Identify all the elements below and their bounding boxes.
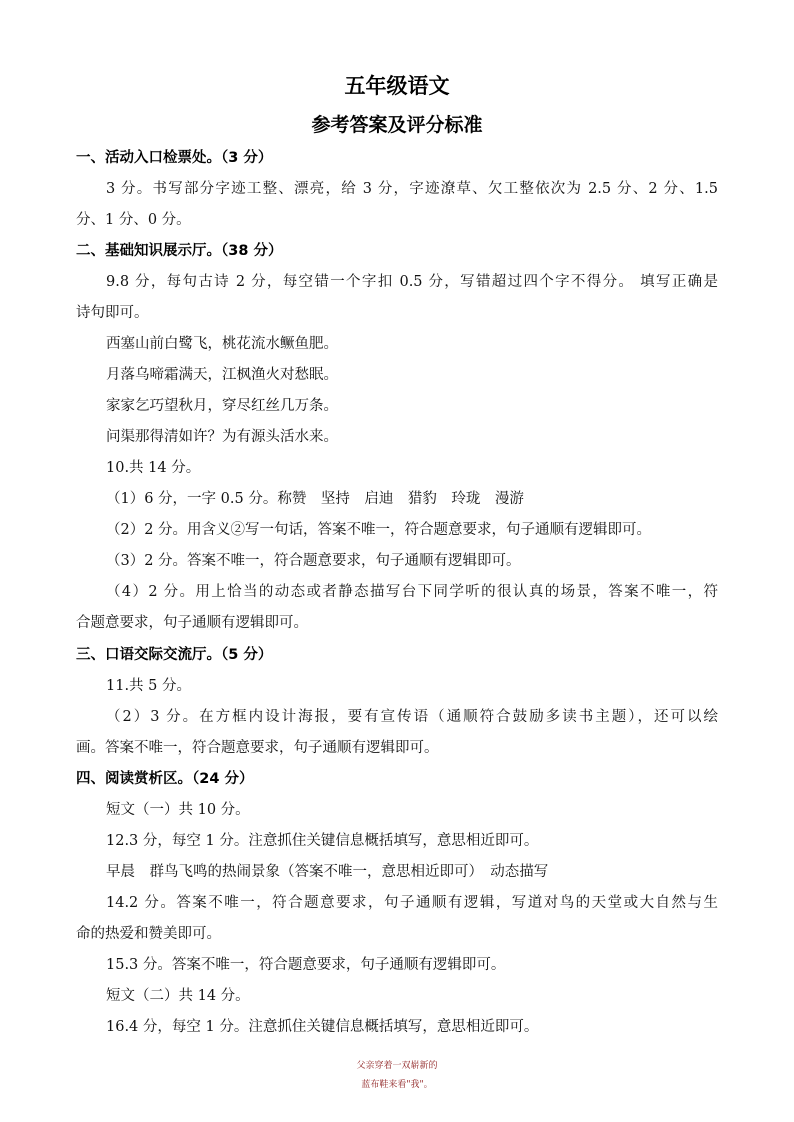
paragraph-line: 画。答案不唯一，符合题意要求，句子通顺有逻辑即可。 — [76, 740, 439, 756]
paragraph-line: （2）3 分。在方框内设计海报，要有宣传语（通顺符合鼓励多读书主题），还可以绘 — [106, 709, 718, 725]
paragraph-line: 12.3 分，每空 1 分。注意抓住关键信息概括填写，意思相近即可。 — [106, 833, 539, 849]
section-heading-4: 四、阅读赏析区。（24 分） — [76, 771, 254, 787]
paragraph-line: 早晨 群鸟飞鸣的热闹景象（答案不唯一，意思相近即可） 动态描写 — [106, 864, 549, 880]
paragraph-line: 短文（一）共 10 分。 — [106, 802, 250, 818]
paragraph-line: （2）2 分。用含义②写一句话，答案不唯一，符合题意要求，句子通顺有逻辑即可。 — [106, 522, 652, 538]
paragraph-line: （3）2 分。答案不唯一，符合题意要求，句子通顺有逻辑即可。 — [106, 553, 521, 569]
poem-line: 问渠那得清如许？为有源头活水来。 — [106, 429, 338, 445]
poem-line: 西塞山前白鹭飞，桃花流水鳜鱼肥。 — [106, 336, 338, 352]
poem-line: 月落乌啼霜满天，江枫渔火对愁眠。 — [106, 367, 338, 383]
paragraph-line: 14.2 分。答案不唯一，符合题意要求，句子通顺有逻辑，写道对鸟的天堂或大自然与生 — [106, 895, 718, 911]
document-subtitle: 参考答案及评分标准 — [311, 114, 483, 136]
paragraph-line: 10.共 14 分。 — [106, 460, 201, 476]
document-title: 五年级语文 — [344, 74, 450, 98]
paragraph-line: 短文（二）共 14 分。 — [106, 988, 250, 1004]
paragraph-line: 9.8 分，每句古诗 2 分，每空错一个字扣 0.5 分，写错超过四个字不得分。 填写正确是 — [106, 274, 718, 290]
footer-note-line-2: 蓝布鞋来看"我"。 — [361, 1080, 433, 1090]
paragraph-line: 15.3 分。答案不唯一，符合题意要求，句子通顺有逻辑即可。 — [106, 957, 506, 973]
paragraph-line: 诗句即可。 — [76, 305, 149, 321]
footer-note-line-1: 父亲穿着一双崭新的 — [356, 1061, 438, 1071]
paragraph-line: （4）2 分。用上恰当的动态或者静态描写台下同学听的很认真的场景，答案不唯一，符 — [106, 584, 718, 600]
section-heading-2: 二、基础知识展示厅。（38 分） — [76, 243, 283, 259]
poem-line: 家家乞巧望秋月，穿尽红丝几万条。 — [106, 398, 338, 414]
paragraph-line: 合题意要求，句子通顺有逻辑即可。 — [76, 615, 308, 631]
paragraph-line: 命的热爱和赞美即可。 — [76, 926, 221, 942]
paragraph-line: 11.共 5 分。 — [106, 678, 192, 694]
paragraph-line: 3 分。书写部分字迹工整、漂亮，给 3 分，字迹潦草、欠工整依次为 2.5 分、2 分、1.5 — [106, 181, 718, 197]
paragraph-line: 分、1 分、0 分。 — [76, 212, 191, 228]
section-heading-1: 一、活动入口检票处。（3 分） — [76, 150, 273, 166]
paragraph-line: 16.4 分，每空 1 分。注意抓住关键信息概括填写，意思相近即可。 — [106, 1019, 539, 1035]
section-heading-3: 三、口语交际交流厅。（5 分） — [76, 647, 273, 663]
paragraph-line: （1）6 分，一字 0.5 分。称赞 坚持 启迪 猎豹 玲珑 漫游 — [106, 491, 524, 507]
